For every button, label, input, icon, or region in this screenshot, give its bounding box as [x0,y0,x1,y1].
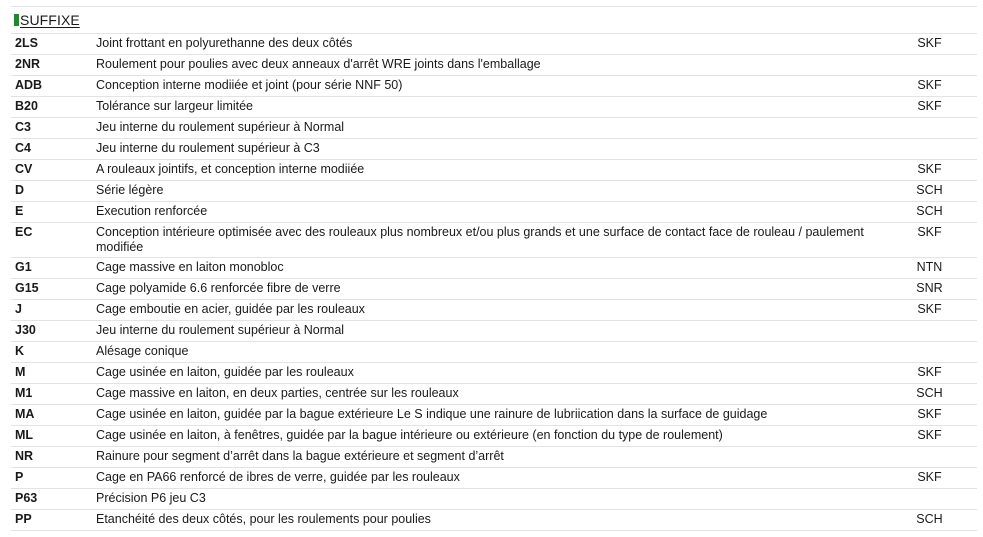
suffix-description: Cage polyamide 6.6 renforcée fibre de verre [92,279,898,300]
table-row [11,321,977,342]
suffix-code: G1 [11,258,92,279]
suffix-brand: SCH [898,510,977,531]
suffix-code: ADB [11,76,92,97]
suffix-code: EC [11,223,92,258]
suffix-description: Execution renforcée [92,202,898,223]
suffix-description: Roulement pour poulies avec deux anneaux d'arrêt WRE joints dans l'emballage [92,55,898,76]
section-marker-icon [14,14,19,26]
suffix-brand [898,447,977,468]
suffix-description: Cage en PA66 renforcé de ibres de verre, guidée par les rouleaux [92,468,898,489]
table-row [11,363,977,384]
table-row [11,447,977,468]
suffix-description: Série légère [92,181,898,202]
suffix-description: Etanchéité des deux côtés, pour les roulements pour poulies [92,510,898,531]
suffix-description: Cage usinée en laiton, guidée par la bague extérieure Le S indique une rainure de lubriication dans la surface de guidage [92,405,898,426]
suffix-code: ML [11,426,92,447]
table-row [11,202,977,223]
suffix-description: Cage massive en laiton, en deux parties, centrée sur les rouleaux [92,384,898,405]
suffix-description: Rainure pour segment d’arrêt dans la bague extérieure et segment d’arrêt [92,447,898,468]
table-row [11,223,977,258]
suffix-brand: SKF [898,468,977,489]
suffix-description: Conception interne modiiée et joint (pour série NNF 50) [92,76,898,97]
suffix-brand: SKF [898,300,977,321]
suffix-code: G15 [11,279,92,300]
suffix-code: NR [11,447,92,468]
suffix-description: Jeu interne du roulement supérieur à Normal [92,118,898,139]
table-row [11,279,977,300]
suffix-description: Conception intérieure optimisée avec des rouleaux plus nombreux et/ou plus grands et une surface de contact face de rouleau / paulement modifiée [92,223,898,258]
table-row [11,300,977,321]
table-row [11,55,977,76]
suffix-code: M1 [11,384,92,405]
suffix-brand: SCH [898,202,977,223]
suffix-description: Jeu interne du roulement supérieur à Normal [92,321,898,342]
table-row [11,384,977,405]
suffix-brand [898,118,977,139]
suffix-code: E [11,202,92,223]
table-row [11,510,977,531]
suffix-description: Cage usinée en laiton, à fenêtres, guidée par la bague intérieure ou extérieure (en fonction du type de roulement) [92,426,898,447]
suffix-description: Cage massive en laiton monobloc [92,258,898,279]
suffix-code: 2LS [11,34,92,55]
suffix-brand [898,55,977,76]
suffix-brand: SKF [898,34,977,55]
suffix-description: Précision P6 jeu C3 [92,489,898,510]
suffix-brand: SCH [898,181,977,202]
table-row [11,160,977,181]
suffix-description: Cage usinée en laiton, guidée par les rouleaux [92,363,898,384]
suffix-brand: SKF [898,160,977,181]
table-row [11,181,977,202]
suffix-code: MA [11,405,92,426]
table-row [11,405,977,426]
table-row [11,426,977,447]
suffix-code: D [11,181,92,202]
suffix-code: J [11,300,92,321]
table-row [11,468,977,489]
suffix-brand [898,342,977,363]
suffix-code: P [11,468,92,489]
suffix-code: CV [11,160,92,181]
suffix-description: Jeu interne du roulement supérieur à C3 [92,139,898,160]
suffix-table-body [11,34,977,531]
table-row [11,97,977,118]
suffix-description: Tolérance sur largeur limitée [92,97,898,118]
suffix-code: P63 [11,489,92,510]
table-row [11,342,977,363]
suffix-code: M [11,363,92,384]
suffix-code: B20 [11,97,92,118]
suffix-code: K [11,342,92,363]
suffix-description: A rouleaux jointifs, et conception interne modiiée [92,160,898,181]
table-row [11,258,977,279]
suffix-brand [898,321,977,342]
suffix-description: Cage emboutie en acier, guidée par les rouleaux [92,300,898,321]
table-row [11,489,977,510]
suffix-brand: NTN [898,258,977,279]
suffix-description: Joint frottant en polyurethanne des deux côtés [92,34,898,55]
suffix-brand: SKF [898,76,977,97]
suffix-code: C3 [11,118,92,139]
suffix-brand: SCH [898,384,977,405]
suffix-brand: SKF [898,97,977,118]
table-row [11,118,977,139]
suffix-brand: SKF [898,426,977,447]
section-title: SUFFIXE [20,12,80,28]
suffix-brand: SNR [898,279,977,300]
suffix-brand: SKF [898,405,977,426]
suffix-table [11,34,977,531]
suffix-brand [898,139,977,160]
table-row [11,34,977,55]
suffix-code: C4 [11,139,92,160]
suffix-brand [898,489,977,510]
suffix-code: J30 [11,321,92,342]
suffix-code: 2NR [11,55,92,76]
suffix-document [11,6,977,531]
table-row [11,139,977,160]
table-row [11,76,977,97]
suffix-code: PP [11,510,92,531]
suffix-brand: SKF [898,223,977,258]
suffix-description: Alésage conique [92,342,898,363]
section-header [11,6,977,34]
suffix-brand: SKF [898,363,977,384]
